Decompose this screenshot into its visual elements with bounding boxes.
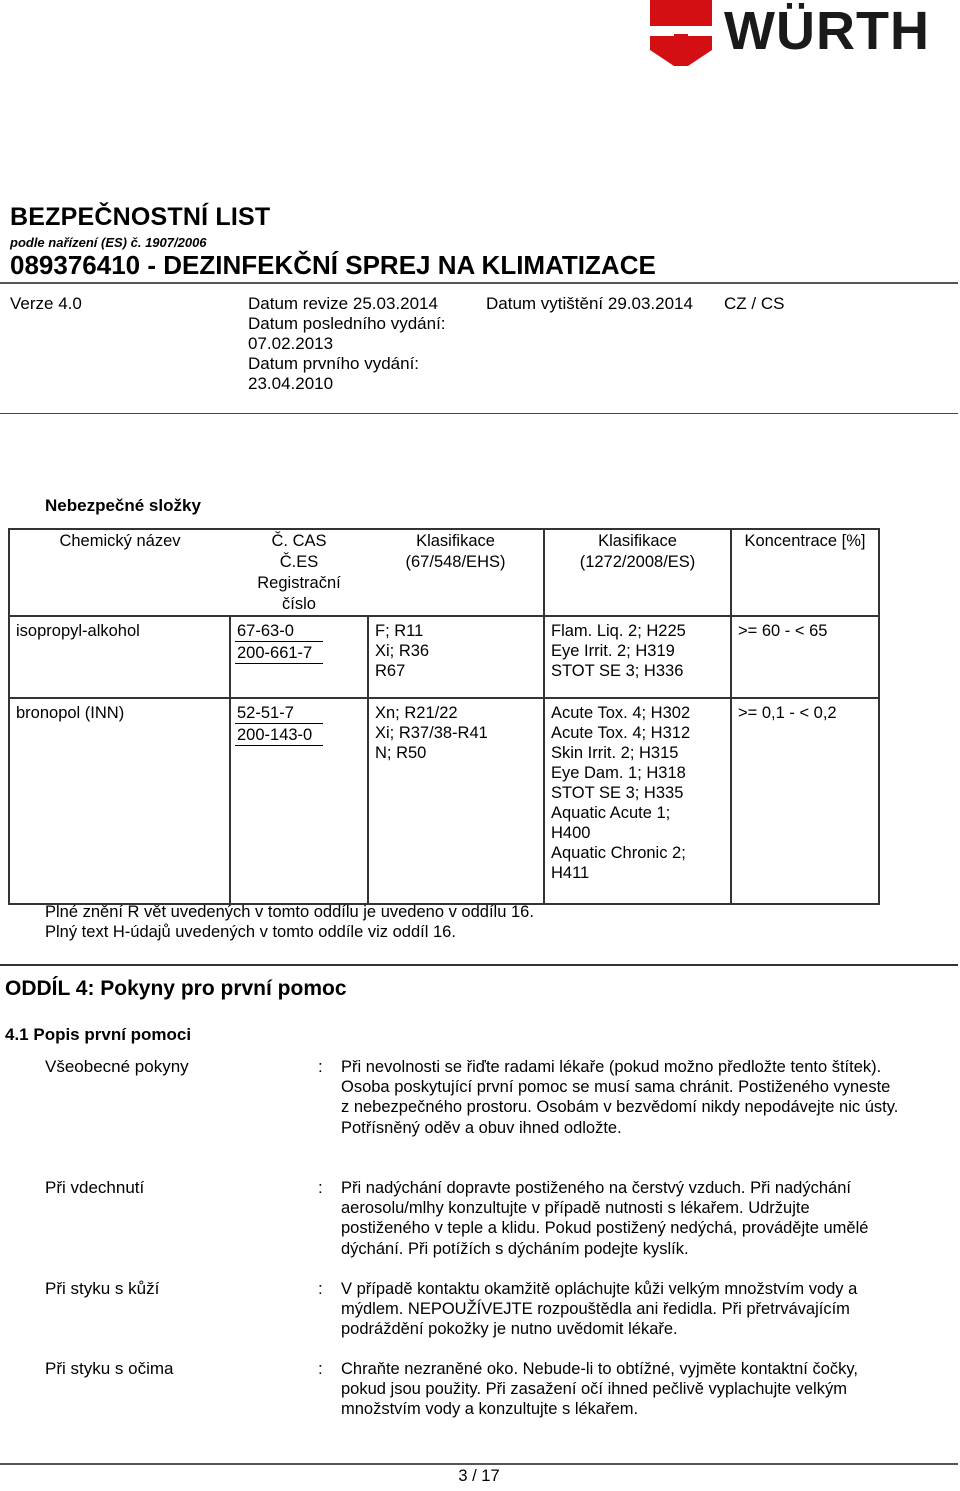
col-concentration: Koncentrace [%]	[731, 529, 879, 616]
col-classification-1272-2008: Klasifikace (1272/2008/ES)	[544, 529, 731, 616]
language: CZ / CS	[724, 294, 785, 313]
document-title: BEZPEČNOSTNÍ LIST	[10, 203, 271, 231]
concentration: >= 0,1 - < 0,2	[731, 698, 879, 904]
classification-67-548: F; R11 Xi; R36 R67	[368, 616, 544, 698]
r-phrases-note: Plné znění R vět uvedených v tomto oddílu je uvedeno v oddílu 16.	[45, 903, 534, 921]
cas-number: 52-51-7	[235, 703, 323, 724]
colon: :	[318, 1178, 323, 1197]
general-advice-label: Všeobecné pokyny	[45, 1057, 189, 1076]
revision-date: Datum revize 25.03.2014	[248, 294, 438, 313]
skin-contact-label: Při styku s kůží	[45, 1279, 160, 1298]
eye-contact-label: Při styku s očima	[45, 1359, 174, 1378]
ec-number: 200-143-0	[235, 725, 323, 746]
table-row	[9, 616, 879, 698]
classification-67-548: Xn; R21/22 Xi; R37/38-R41 N; R50	[368, 698, 544, 904]
last-issue-label: Datum posledního vydání:	[248, 314, 446, 333]
section-4-1-title: 4.1 Popis první pomoci	[5, 1025, 192, 1044]
product-name: 089376410 - DEZINFEKČNÍ SPREJ NA KLIMATIZACE	[10, 250, 656, 280]
component-identifiers	[230, 616, 368, 698]
header-divider	[0, 282, 958, 284]
first-issue-date: 23.04.2010	[248, 374, 334, 393]
print-date: Datum vytištění 29.03.2014	[486, 294, 693, 313]
col-classification-67-548: Klasifikace (67/548/EHS)	[368, 529, 544, 616]
colon: :	[318, 1359, 323, 1378]
wurth-logo	[650, 0, 960, 66]
logo-text: WÜRTH	[724, 1, 930, 61]
classification-1272-2008: Acute Tox. 4; H302 Acute Tox. 4; H312 Skin Irrit. 2; H315 Eye Dam. 1; H318 STOT SE 3; H335 Aquatic Acute 1; H400 Aquatic Chronic 2; H411	[544, 698, 731, 904]
ec-number: 200-661-7	[235, 643, 323, 664]
hazardous-components-table	[8, 528, 880, 905]
component-name: bronopol (INN)	[9, 698, 230, 904]
hazardous-components-label: Nebezpečné složky	[45, 496, 201, 515]
document-regulation: podle nařízení (ES) č. 1907/2006	[10, 235, 207, 250]
inhalation-label: Při vdechnutí	[45, 1178, 145, 1197]
concentration: >= 60 - < 65	[731, 616, 879, 698]
cas-number: 67-63-0	[235, 621, 323, 642]
version: Verze 4.0	[10, 294, 82, 313]
colon: :	[318, 1057, 323, 1076]
page-number: 3 / 17	[458, 1467, 500, 1485]
h-statements-note: Plný text H-údajů uvedených v tomto oddíle viz oddíl 16.	[45, 923, 456, 941]
table-header-row	[9, 529, 879, 616]
general-advice-text: Při nevolnosti se řiďte radami lékaře (pokud možno předložte tento štítek). Osoba poskytující první pomoc se musí sama chránit. Postiženého vyneste z nebezpečného prostoru. Osobám v bezvědomí nikdy nepodávejte nic ústy. Potřísněný oděv a obuv ihned odložte.	[341, 1058, 899, 1137]
last-issue-date: 07.02.2013	[248, 334, 334, 353]
table-notes	[45, 902, 534, 942]
colon: :	[318, 1279, 323, 1298]
eye-contact-text: Chraňte nezraněné oko. Nebude-li to obtížné, vyjměte kontaktní čočky, pokud jsou použity. Při zasažení očí ihned pečlivě vyplachujte velkým množstvím vody a konzultujte s lékařem.	[341, 1360, 858, 1419]
section-divider	[0, 964, 958, 966]
table-row	[9, 698, 879, 904]
component-identifiers	[230, 698, 368, 904]
col-chemical-name: Chemický název	[9, 529, 230, 616]
inhalation-text: Při nadýchání dopravte postiženého na čerstvý vzduch. Při nadýchání aerosolu/mlhy konzultujte v případě nutnosti s lékařem. Udržujte postiženého v teple a klidu. Pokud postižený nedýchá, provádějte umělé dýchání. Při potížích s dýcháním podejte kyslík.	[341, 1179, 869, 1258]
classification-1272-2008: Flam. Liq. 2; H225 Eye Irrit. 2; H319 STOT SE 3; H336	[544, 616, 731, 698]
col-identifiers: Č. CAS Č.ES Registrační číslo	[230, 529, 368, 616]
footer-divider	[0, 1463, 958, 1465]
header-bottom-divider	[0, 413, 958, 414]
component-name: isopropyl-alkohol	[9, 616, 230, 698]
first-issue-label: Datum prvního vydání:	[248, 354, 420, 373]
revision-block	[248, 294, 446, 394]
section-4-title: ODDÍL 4: Pokyny pro první pomoc	[5, 977, 347, 1000]
skin-contact-text: V případě kontaktu okamžitě opláchujte kůži velkým množstvím vody a mýdlem. NEPOUŽÍVEJTE rozpouštědla ani ředidla. Při přetrvávajícím podráždění pokožky je nutno uvědomit lékaře.	[341, 1280, 858, 1339]
